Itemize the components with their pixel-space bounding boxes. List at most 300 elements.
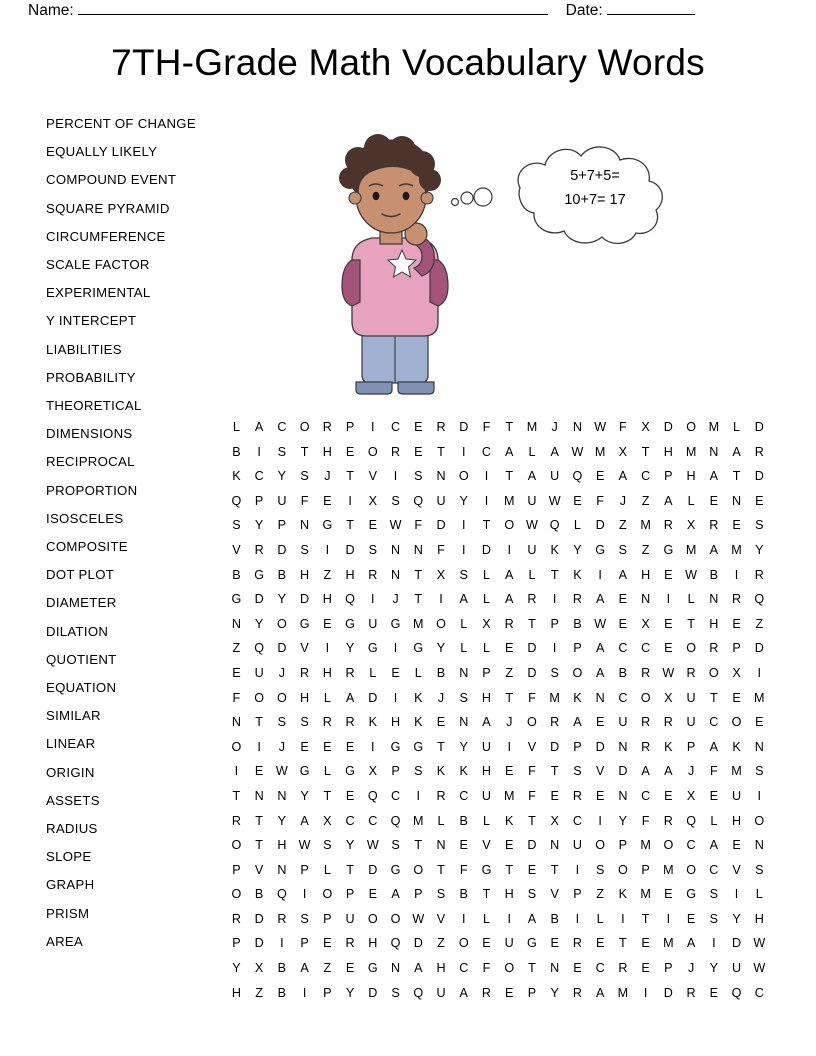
grid-letter[interactable]: S <box>391 985 400 1000</box>
grid-letter[interactable]: F <box>528 690 536 705</box>
grid-letter[interactable]: I <box>393 690 398 705</box>
grid-letter[interactable]: K <box>232 469 241 484</box>
grid-letter[interactable]: X <box>550 813 560 828</box>
grid-letter[interactable]: Q <box>754 592 765 607</box>
grid-letter[interactable]: Q <box>276 887 287 902</box>
grid-letter[interactable]: D <box>300 592 310 607</box>
grid-letter[interactable]: I <box>552 592 557 607</box>
grid-letter[interactable]: P <box>482 665 491 680</box>
grid-letter[interactable]: D <box>754 420 765 434</box>
grid-letter[interactable]: U <box>277 493 287 508</box>
grid-letter[interactable]: R <box>322 715 333 730</box>
grid-letter[interactable]: O <box>617 862 628 877</box>
grid-letter[interactable]: L <box>528 567 536 582</box>
grid-letter[interactable]: C <box>595 961 605 976</box>
grid-letter[interactable]: N <box>754 838 765 853</box>
grid-letter[interactable]: H <box>300 567 310 582</box>
grid-letter[interactable]: A <box>345 690 355 705</box>
grid-letter[interactable]: V <box>527 739 537 754</box>
grid-letter[interactable]: E <box>664 641 673 656</box>
grid-letter[interactable]: E <box>505 985 514 1000</box>
grid-letter[interactable]: I <box>302 887 307 902</box>
grid-letter[interactable]: U <box>572 838 583 853</box>
grid-letter[interactable]: I <box>461 542 466 557</box>
grid-letter[interactable]: S <box>709 911 719 926</box>
grid-letter[interactable]: Q <box>413 985 424 1000</box>
grid-letter[interactable]: S <box>755 764 764 779</box>
grid-letter[interactable]: D <box>527 665 537 680</box>
grid-letter[interactable]: S <box>573 764 582 779</box>
grid-letter[interactable]: I <box>371 592 375 607</box>
grid-letter[interactable]: T <box>323 788 332 803</box>
grid-letter[interactable]: N <box>277 862 287 877</box>
grid-letter[interactable]: A <box>618 567 628 582</box>
grid-letter[interactable]: O <box>504 518 515 533</box>
grid-letter[interactable]: R <box>322 420 333 434</box>
grid-letter[interactable]: E <box>664 567 673 582</box>
grid-letter[interactable]: O <box>231 887 242 902</box>
grid-letter[interactable]: L <box>482 911 491 926</box>
grid-letter[interactable]: A <box>300 813 309 828</box>
grid-letter[interactable]: T <box>232 788 241 803</box>
grid-letter[interactable]: K <box>505 813 514 828</box>
grid-letter[interactable]: T <box>482 887 491 902</box>
grid-letter[interactable]: I <box>371 420 375 434</box>
grid-letter[interactable]: U <box>254 665 264 680</box>
grid-letter[interactable]: M <box>413 813 424 828</box>
grid-letter[interactable]: C <box>277 420 287 434</box>
grid-letter[interactable]: W <box>753 961 766 976</box>
grid-letter[interactable]: D <box>663 985 674 1000</box>
grid-letter[interactable]: H <box>436 961 446 976</box>
grid-letter[interactable]: S <box>323 838 332 853</box>
grid-letter[interactable]: N <box>618 788 628 803</box>
grid-letter[interactable]: J <box>619 493 627 508</box>
grid-letter[interactable]: X <box>482 616 491 631</box>
grid-letter[interactable]: N <box>436 469 446 484</box>
grid-letter[interactable]: A <box>573 715 582 730</box>
grid-letter[interactable]: H <box>390 715 401 730</box>
grid-letter[interactable]: D <box>254 936 264 951</box>
grid-letter[interactable]: S <box>232 518 241 533</box>
grid-letter[interactable]: B <box>232 567 241 582</box>
grid-letter[interactable]: W <box>662 665 675 680</box>
grid-letter[interactable]: Q <box>367 788 378 803</box>
grid-letter[interactable]: E <box>618 616 628 631</box>
grid-letter[interactable]: T <box>641 444 650 459</box>
grid-letter[interactable]: C <box>754 985 765 1000</box>
grid-letter[interactable]: R <box>641 665 651 680</box>
grid-letter[interactable]: A <box>595 665 605 680</box>
grid-letter[interactable]: E <box>414 444 423 459</box>
grid-letter[interactable]: F <box>459 862 468 877</box>
grid-letter[interactable]: Z <box>596 887 605 902</box>
grid-letter[interactable]: I <box>712 936 716 951</box>
grid-letter[interactable]: I <box>371 739 375 754</box>
grid-letter[interactable]: L <box>573 518 582 533</box>
grid-letter[interactable]: R <box>572 592 583 607</box>
grid-letter[interactable]: E <box>345 788 355 803</box>
grid-letter[interactable]: A <box>482 715 491 730</box>
grid-letter[interactable]: U <box>686 715 696 730</box>
grid-letter[interactable]: R <box>504 616 514 631</box>
grid-letter[interactable]: P <box>323 911 332 926</box>
grid-letter[interactable]: B <box>709 567 719 582</box>
grid-letter[interactable]: L <box>755 887 763 902</box>
grid-letter[interactable]: E <box>368 887 378 902</box>
grid-letter[interactable]: H <box>481 690 492 705</box>
grid-letter[interactable]: J <box>687 961 695 976</box>
grid-letter[interactable]: M <box>685 444 697 459</box>
grid-letter[interactable]: R <box>709 641 719 656</box>
grid-letter[interactable]: T <box>346 862 355 877</box>
grid-letter[interactable]: Q <box>390 813 401 828</box>
grid-letter[interactable]: T <box>437 862 446 877</box>
grid-letter[interactable]: L <box>733 420 741 434</box>
grid-letter[interactable]: M <box>640 887 652 902</box>
grid-letter[interactable]: R <box>527 592 537 607</box>
grid-letter[interactable]: B <box>573 616 582 631</box>
grid-letter[interactable]: X <box>732 665 741 680</box>
grid-letter[interactable]: M <box>413 616 424 631</box>
grid-letter[interactable]: A <box>505 444 514 459</box>
grid-letter[interactable]: C <box>390 420 401 434</box>
grid-letter[interactable]: A <box>595 592 605 607</box>
grid-letter[interactable]: C <box>709 715 719 730</box>
grid-letter[interactable]: D <box>413 936 424 951</box>
grid-letter[interactable]: R <box>254 542 264 557</box>
grid-letter[interactable]: M <box>731 764 742 779</box>
grid-letter[interactable]: S <box>300 542 309 557</box>
grid-letter[interactable]: A <box>527 911 537 926</box>
grid-letter[interactable]: I <box>257 444 262 459</box>
grid-letter[interactable]: A <box>709 838 719 853</box>
grid-letter[interactable]: I <box>461 444 466 459</box>
grid-letter[interactable]: S <box>436 887 446 902</box>
grid-letter[interactable]: D <box>368 985 378 1000</box>
grid-letter[interactable]: F <box>232 690 241 705</box>
grid-letter[interactable]: M <box>549 690 561 705</box>
grid-letter[interactable]: P <box>232 936 241 951</box>
grid-letter[interactable]: Y <box>755 542 764 557</box>
grid-letter[interactable]: E <box>573 493 582 508</box>
grid-letter[interactable]: Y <box>232 961 241 976</box>
grid-letter[interactable]: D <box>754 641 765 656</box>
grid-letter[interactable]: T <box>528 616 536 631</box>
grid-letter[interactable]: W <box>594 616 607 631</box>
grid-letter[interactable]: L <box>437 813 445 828</box>
grid-letter[interactable]: P <box>300 862 309 877</box>
grid-letter[interactable]: C <box>368 813 378 828</box>
grid-letter[interactable]: Y <box>436 641 446 656</box>
grid-letter[interactable]: O <box>367 911 378 926</box>
grid-letter[interactable]: O <box>754 813 765 828</box>
grid-letter[interactable]: F <box>641 813 650 828</box>
grid-letter[interactable]: G <box>345 764 356 779</box>
grid-letter[interactable]: E <box>232 665 241 680</box>
grid-letter[interactable]: C <box>618 690 628 705</box>
grid-letter[interactable]: C <box>390 788 401 803</box>
grid-letter[interactable]: B <box>459 887 469 902</box>
grid-letter[interactable]: Q <box>254 641 265 656</box>
grid-letter[interactable]: V <box>254 862 264 877</box>
grid-letter[interactable]: N <box>641 592 651 607</box>
grid-letter[interactable]: O <box>276 616 287 631</box>
grid-letter[interactable]: B <box>618 665 628 680</box>
grid-letter[interactable]: E <box>254 764 264 779</box>
grid-letter[interactable]: T <box>255 715 264 730</box>
grid-letter[interactable]: D <box>254 592 264 607</box>
grid-letter[interactable]: Q <box>731 985 742 1000</box>
grid-letter[interactable]: O <box>254 690 265 705</box>
grid-letter[interactable]: U <box>550 469 560 484</box>
grid-letter[interactable]: M <box>617 985 629 1000</box>
grid-letter[interactable]: P <box>550 616 560 631</box>
grid-letter[interactable]: A <box>505 592 514 607</box>
grid-letter[interactable]: F <box>596 493 605 508</box>
grid-letter[interactable]: H <box>300 690 310 705</box>
grid-letter[interactable]: A <box>618 469 628 484</box>
grid-letter[interactable]: I <box>757 665 762 680</box>
grid-letter[interactable]: Y <box>277 469 287 484</box>
grid-letter[interactable]: N <box>277 788 287 803</box>
grid-letter[interactable]: N <box>459 665 469 680</box>
grid-letter[interactable]: U <box>527 493 537 508</box>
grid-letter[interactable]: S <box>414 469 423 484</box>
grid-letter[interactable]: M <box>708 420 720 434</box>
grid-letter[interactable]: E <box>300 739 309 754</box>
grid-letter[interactable]: C <box>641 641 651 656</box>
grid-letter[interactable]: S <box>368 542 378 557</box>
grid-letter[interactable]: Y <box>345 838 355 853</box>
grid-letter[interactable]: J <box>551 420 559 434</box>
grid-letter[interactable]: D <box>368 690 378 705</box>
grid-letter[interactable]: F <box>619 420 627 434</box>
grid-letter[interactable]: R <box>618 961 628 976</box>
grid-letter[interactable]: R <box>572 936 583 951</box>
grid-letter[interactable]: G <box>527 936 538 951</box>
grid-letter[interactable]: Z <box>232 641 241 656</box>
grid-letter[interactable]: P <box>323 985 332 1000</box>
grid-letter[interactable]: H <box>345 567 355 582</box>
grid-letter[interactable]: L <box>482 813 491 828</box>
grid-letter[interactable]: O <box>504 961 515 976</box>
grid-letter[interactable]: U <box>436 493 446 508</box>
grid-letter[interactable]: E <box>527 862 537 877</box>
grid-letter[interactable]: I <box>393 469 398 484</box>
grid-letter[interactable]: T <box>641 911 650 926</box>
grid-letter[interactable]: I <box>484 469 489 484</box>
grid-letter[interactable]: Y <box>345 641 355 656</box>
grid-letter[interactable]: D <box>595 518 605 533</box>
grid-letter[interactable]: N <box>231 616 242 631</box>
grid-letter[interactable]: Z <box>641 542 650 557</box>
grid-letter[interactable]: P <box>573 887 582 902</box>
grid-letter[interactable]: K <box>414 715 423 730</box>
grid-letter[interactable]: S <box>300 469 309 484</box>
grid-letter[interactable]: K <box>573 690 582 705</box>
grid-letter[interactable]: Y <box>300 788 309 803</box>
grid-letter[interactable]: H <box>641 567 651 582</box>
grid-letter[interactable]: W <box>526 518 539 533</box>
grid-letter[interactable]: S <box>277 715 287 730</box>
grid-letter[interactable]: E <box>595 469 605 484</box>
grid-letter[interactable]: L <box>687 493 695 508</box>
grid-letter[interactable]: N <box>732 493 742 508</box>
grid-letter[interactable]: T <box>505 469 514 484</box>
grid-letter[interactable]: T <box>482 518 491 533</box>
grid-letter[interactable]: S <box>391 838 400 853</box>
grid-letter[interactable]: L <box>323 862 332 877</box>
grid-letter[interactable]: E <box>595 788 605 803</box>
grid-letter[interactable]: K <box>459 764 469 779</box>
grid-letter[interactable]: U <box>368 616 378 631</box>
grid-letter[interactable]: R <box>345 715 355 730</box>
grid-letter[interactable]: I <box>643 985 648 1000</box>
grid-letter[interactable]: E <box>664 788 673 803</box>
grid-letter[interactable]: M <box>503 788 515 803</box>
grid-letter[interactable]: R <box>663 813 674 828</box>
grid-letter[interactable]: H <box>277 838 287 853</box>
grid-letter[interactable]: E <box>436 715 446 730</box>
grid-letter[interactable]: W <box>412 911 425 926</box>
grid-letter[interactable]: M <box>754 690 765 705</box>
grid-letter[interactable]: Q <box>549 518 560 533</box>
grid-letter[interactable]: B <box>436 665 446 680</box>
grid-letter[interactable]: T <box>414 838 423 853</box>
grid-letter[interactable]: R <box>754 444 765 459</box>
grid-letter[interactable]: R <box>732 592 742 607</box>
grid-letter[interactable]: A <box>595 641 605 656</box>
grid-letter[interactable]: E <box>664 887 673 902</box>
grid-letter[interactable]: E <box>664 616 673 631</box>
grid-letter[interactable]: W <box>389 518 402 533</box>
grid-letter[interactable]: E <box>345 444 355 459</box>
grid-letter[interactable]: G <box>686 887 697 902</box>
name-write-line[interactable] <box>78 14 548 15</box>
grid-letter[interactable]: M <box>663 862 674 877</box>
grid-letter[interactable]: G <box>367 961 378 976</box>
grid-letter[interactable]: L <box>687 592 695 607</box>
grid-letter[interactable]: P <box>573 641 582 656</box>
grid-letter[interactable]: S <box>755 862 764 877</box>
grid-letter[interactable]: Q <box>231 493 242 508</box>
grid-letter[interactable]: T <box>550 862 559 877</box>
grid-letter[interactable]: Q <box>345 592 356 607</box>
grid-letter[interactable]: T <box>687 616 696 631</box>
grid-letter[interactable]: T <box>550 764 559 779</box>
grid-letter[interactable]: O <box>458 469 469 484</box>
grid-letter[interactable]: F <box>414 518 423 533</box>
grid-letter[interactable]: Z <box>505 665 514 680</box>
grid-letter[interactable]: C <box>481 444 492 459</box>
grid-letter[interactable]: D <box>277 542 287 557</box>
grid-letter[interactable]: G <box>390 862 401 877</box>
grid-letter[interactable]: O <box>686 862 697 877</box>
grid-letter[interactable]: Y <box>459 493 469 508</box>
grid-letter[interactable]: J <box>278 739 286 754</box>
grid-letter[interactable]: U <box>732 788 742 803</box>
grid-letter[interactable]: K <box>573 567 582 582</box>
grid-letter[interactable]: O <box>731 715 742 730</box>
grid-letter[interactable]: K <box>550 542 560 557</box>
grid-letter[interactable]: N <box>550 838 560 853</box>
grid-letter[interactable]: Z <box>323 567 332 582</box>
grid-letter[interactable]: R <box>641 739 651 754</box>
grid-letter[interactable]: T <box>346 518 355 533</box>
grid-letter[interactable]: E <box>505 838 514 853</box>
grid-letter[interactable]: H <box>231 985 242 1000</box>
grid-letter[interactable]: E <box>732 690 741 705</box>
grid-letter[interactable]: I <box>484 493 489 508</box>
grid-letter[interactable]: R <box>390 444 401 459</box>
grid-letter[interactable]: P <box>618 838 628 853</box>
grid-letter[interactable]: I <box>348 493 353 508</box>
grid-letter[interactable]: O <box>686 420 697 434</box>
grid-letter[interactable]: E <box>550 936 560 951</box>
grid-letter[interactable]: I <box>734 567 739 582</box>
grid-letter[interactable]: O <box>527 715 538 730</box>
grid-letter[interactable]: I <box>666 911 671 926</box>
grid-letter[interactable]: I <box>507 739 512 754</box>
grid-letter[interactable]: T <box>709 690 718 705</box>
grid-letter[interactable]: D <box>618 764 628 779</box>
grid-letter[interactable]: M <box>526 420 538 434</box>
grid-letter[interactable]: V <box>368 469 378 484</box>
grid-letter[interactable]: S <box>618 542 628 557</box>
grid-letter[interactable]: U <box>345 911 355 926</box>
grid-letter[interactable]: L <box>482 592 491 607</box>
grid-letter[interactable]: P <box>664 469 673 484</box>
grid-letter[interactable]: L <box>369 665 377 680</box>
grid-letter[interactable]: R <box>481 985 492 1000</box>
grid-letter[interactable]: J <box>392 592 399 607</box>
grid-letter[interactable]: Y <box>732 911 741 926</box>
grid-letter[interactable]: D <box>436 518 446 533</box>
grid-letter[interactable]: H <box>322 444 333 459</box>
grid-letter[interactable]: A <box>391 887 400 902</box>
grid-letter[interactable]: T <box>414 592 423 607</box>
grid-letter[interactable]: I <box>575 911 580 926</box>
grid-letter[interactable]: N <box>754 739 765 754</box>
grid-letter[interactable]: A <box>300 961 309 976</box>
grid-letter[interactable]: J <box>324 469 331 484</box>
grid-letter[interactable]: V <box>232 542 241 557</box>
grid-letter[interactable]: A <box>527 469 537 484</box>
grid-letter[interactable]: O <box>413 862 424 877</box>
grid-letter[interactable]: C <box>641 788 651 803</box>
grid-letter[interactable]: N <box>390 961 401 976</box>
grid-letter[interactable]: C <box>459 961 469 976</box>
grid-letter[interactable]: M <box>663 936 674 951</box>
grid-letter[interactable]: N <box>709 592 719 607</box>
grid-letter[interactable]: N <box>572 420 583 434</box>
grid-letter[interactable]: O <box>322 887 333 902</box>
grid-letter[interactable]: P <box>686 739 696 754</box>
grid-letter[interactable]: N <box>390 567 401 582</box>
grid-letter[interactable]: Z <box>255 985 264 1000</box>
grid-letter[interactable]: U <box>504 936 514 951</box>
grid-letter[interactable]: J <box>506 715 513 730</box>
grid-letter[interactable]: N <box>618 739 628 754</box>
grid-letter[interactable]: P <box>277 518 287 533</box>
grid-letter[interactable]: E <box>459 838 469 853</box>
grid-letter[interactable]: S <box>550 665 560 680</box>
grid-letter[interactable]: D <box>754 469 765 484</box>
grid-letter[interactable]: X <box>254 961 264 976</box>
grid-letter[interactable]: L <box>528 444 536 459</box>
grid-letter[interactable]: W <box>548 493 561 508</box>
